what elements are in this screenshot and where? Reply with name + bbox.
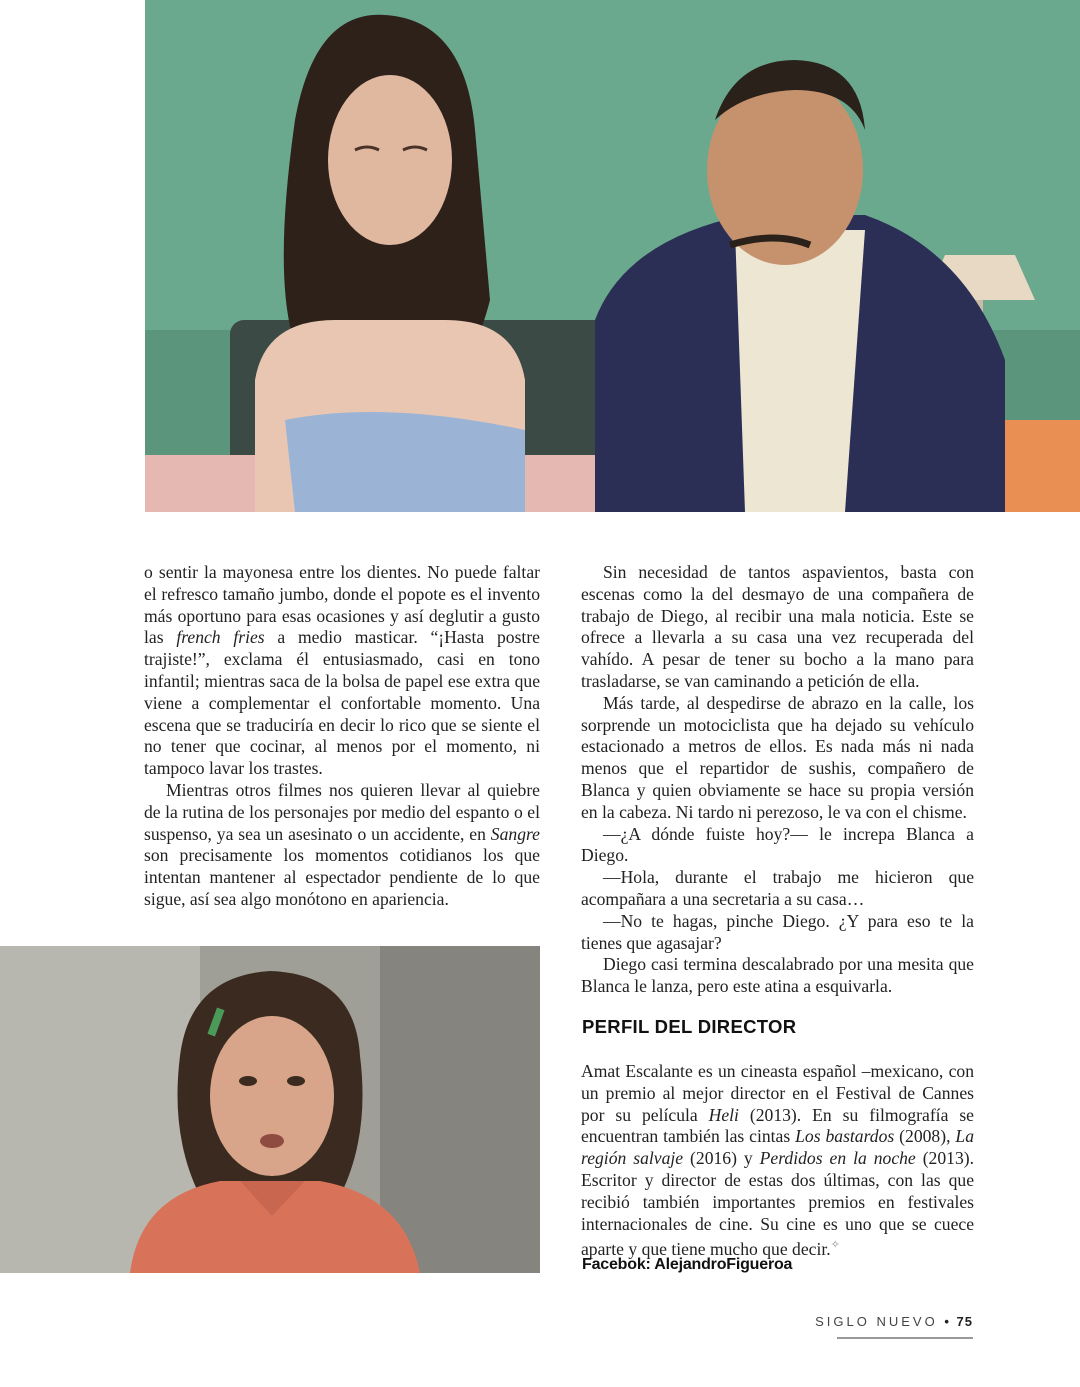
- page-number: 75: [956, 1314, 973, 1329]
- right-column: [581, 562, 974, 998]
- magazine-name: SIGLO NUEVO: [815, 1314, 938, 1329]
- author-credit: Facebok: AlejandroFigueroa: [582, 1256, 793, 1273]
- text-run: Mientras otros filmes nos quieren llevar al quiebre de la rutina de los personajes por medio del espanto o el suspenso, ya sea un asesinato o un accidente, en: [144, 779, 540, 844]
- left-column: [144, 562, 540, 911]
- italic-title: Los bastardos: [795, 1126, 895, 1147]
- dialogue-line-3: —No te hagas, pinche Diego. ¿Y para eso te la tienes que agasajar?: [581, 910, 974, 953]
- text-run: ✧: [830, 1239, 840, 1252]
- left-paragraph-1: [144, 562, 540, 780]
- text-run: a medio masticar. “¡Hasta postre trajiste!”, exclama él entusiasmado, casi en tono infantil; mientras saca de la bolsa de papel ese extra que viene a complementar el confortable momento. Una escena que se traduciría en decir lo rico que se siente el no tener que cocinar, al menos por el momento, ni tampoco lavar los trastes.: [144, 627, 540, 779]
- bottom-photo: [0, 946, 540, 1273]
- italic-title: Perdidos en la noche: [759, 1148, 916, 1169]
- right-paragraph-2: Más tarde, al despedirse de abrazo en la calle, los sorprende un motociclista que ha dejado su vehículo estacionado a metros de ellos. Es nada más ni nada menos que el repartidor de sushis, compañero de Blanca y quien obviamente se hace su propia versión en la cabeza. Ni tardo ni perezoso, le va con el chisme.: [581, 692, 974, 822]
- bottom-photo-illustration: [0, 946, 540, 1273]
- italic-title: Sangre: [490, 823, 540, 844]
- italic-title: Heli: [708, 1104, 739, 1125]
- right-paragraph-1: Sin necesidad de tantos aspavientos, basta con escenas como la del desmayo de una compañera de trabajo de Diego, al recibir una mala noticia. Este se ofrece a llevarla a su casa una vez recuperada del vahído. A pesar de tener su bocho a la mano para trasladarse, se van caminando a petición de ella.: [581, 562, 974, 691]
- top-photo-illustration: [145, 0, 1080, 512]
- text-run: (2008),: [894, 1126, 956, 1147]
- text-run: (2013). Escritor y director de estas dos últimas, con las que recibió también importantes premios en festivales internacionales de cine. Su cine es uno que se cuece aparte y que tiene mucho que decir.: [581, 1148, 974, 1260]
- top-photo: [145, 0, 1080, 512]
- text-run: Amat Escalante es un cineasta español –mexicano, con un premio al mejor director en el Festival de Cannes por su película: [581, 1061, 974, 1125]
- right-paragraph-3: Diego casi termina descalabrado por una mesita que Blanca le lanza, pero este atina a esquivarla.: [581, 954, 974, 997]
- director-profile-text: [581, 1061, 974, 1261]
- text-run: (2016) y: [683, 1148, 760, 1169]
- left-paragraph-2: [144, 780, 540, 911]
- section-title-director-profile: PERFIL DEL DIRECTOR: [582, 1016, 797, 1037]
- text-run: son precisamente los momentos cotidianos los que intentan mantener al espectador pendiente de lo que sigue, así sea algo monótono en apariencia.: [144, 845, 540, 909]
- folio-separator: •: [944, 1314, 950, 1329]
- dialogue-line-1: —¿A dónde fuiste hoy?— le increpa Blanca a Diego.: [581, 823, 974, 866]
- text-run: (2013). En su filmografía se encuentran también las cintas: [581, 1104, 974, 1147]
- page-folio: [815, 1314, 973, 1329]
- dialogue-line-2: —Hola, durante el trabajo me hicieron que acompañara a una secretaria a su casa…: [581, 867, 974, 909]
- folio-rule: [837, 1337, 973, 1339]
- italic-title: french fries: [176, 627, 265, 648]
- italic-title: La región salvaje: [581, 1126, 974, 1169]
- text-run: o sentir la mayonesa entre los dientes. No puede faltar el refresco tamaño jumbo, donde el popote es el invento más oportuno para esas ocasiones y así deglutir a gusto las: [144, 562, 540, 648]
